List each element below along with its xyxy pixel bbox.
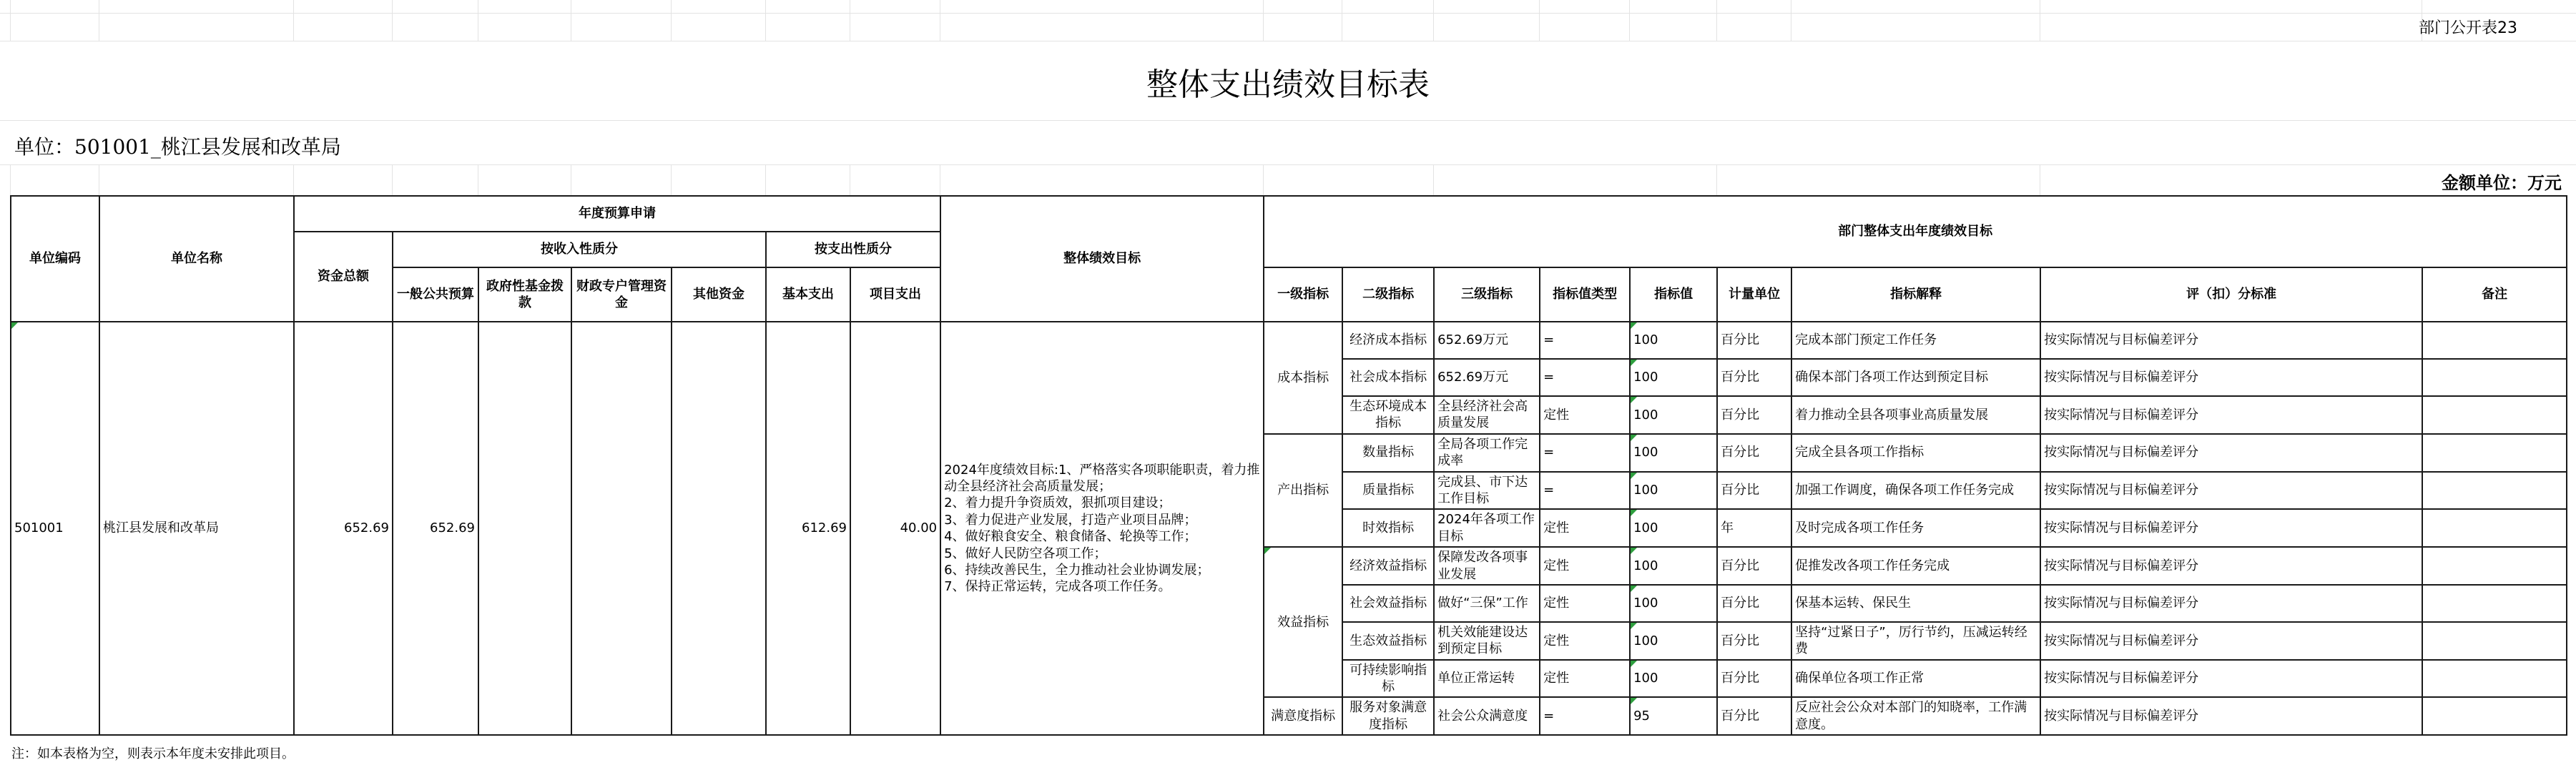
header-measure-unit: 计量单位 bbox=[1717, 267, 1791, 322]
indicator-remark bbox=[2422, 509, 2567, 547]
header-scoring: 评（扣）分标准 bbox=[2040, 267, 2422, 322]
indicator-unit: 百分比 bbox=[1717, 660, 1791, 698]
header-unit-name: 单位名称 bbox=[99, 196, 294, 322]
indicator-value: 100 bbox=[1630, 472, 1717, 510]
header-other-funds: 其他资金 bbox=[672, 267, 766, 322]
header-basic-exp: 基本支出 bbox=[766, 267, 850, 322]
indicator-explanation: 坚持“过紧日子”，厉行节约，压减运转经费 bbox=[1791, 622, 2040, 660]
indicator-explanation: 着力推动全县各项事业高质量发展 bbox=[1791, 396, 2040, 434]
record-code: 501001 bbox=[11, 322, 99, 735]
indicator-scoring: 按实际情况与目标偏差评分 bbox=[2040, 322, 2422, 359]
record-project: 40.00 bbox=[850, 322, 940, 735]
indicator-l2: 经济效益指标 bbox=[1342, 547, 1434, 585]
indicator-l3: 652.69万元 bbox=[1434, 322, 1540, 359]
indicator-remark bbox=[2422, 547, 2567, 585]
indicator-remark bbox=[2422, 359, 2567, 396]
header-by-revenue: 按收入性质分 bbox=[393, 232, 766, 267]
footnote: 注：如本表格为空，则表示本年度未安排此项目。 bbox=[11, 746, 295, 761]
unit-label: 单位：501001_桃江县发展和改革局 bbox=[14, 135, 341, 159]
indicator-value: 100 bbox=[1630, 585, 1717, 622]
indicator-l3: 单位正常运转 bbox=[1434, 660, 1540, 698]
indicator-explanation: 及时完成各项工作任务 bbox=[1791, 509, 2040, 547]
indicator-explanation: 确保单位各项工作正常 bbox=[1791, 660, 2040, 698]
amount-unit-label: 金额单位：万元 bbox=[2442, 172, 2562, 193]
record-other bbox=[672, 322, 766, 735]
indicator-l3: 做好“三保”工作 bbox=[1434, 585, 1540, 622]
indicator-remark bbox=[2422, 434, 2567, 472]
indicator-l3: 2024年各项工作目标 bbox=[1434, 509, 1540, 547]
indicator-unit: 百分比 bbox=[1717, 547, 1791, 585]
header-total-funds: 资金总额 bbox=[294, 232, 393, 322]
indicator-value: 95 bbox=[1630, 697, 1717, 735]
indicator-l3: 全县经济社会高质量发展 bbox=[1434, 396, 1540, 434]
indicator-type: 定性 bbox=[1540, 396, 1630, 434]
header-explanation: 指标解释 bbox=[1791, 267, 2040, 322]
indicator-l2: 时效指标 bbox=[1342, 509, 1434, 547]
indicator-unit: 百分比 bbox=[1717, 622, 1791, 660]
indicator-explanation: 确保本部门各项工作达到预定目标 bbox=[1791, 359, 2040, 396]
header-by-expenditure: 按支出性质分 bbox=[766, 232, 940, 267]
indicator-remark bbox=[2422, 697, 2567, 735]
indicator-scoring: 按实际情况与目标偏差评分 bbox=[2040, 547, 2422, 585]
indicator-value: 100 bbox=[1630, 660, 1717, 698]
indicator-type: 定性 bbox=[1540, 622, 1630, 660]
indicator-type: = bbox=[1540, 472, 1630, 510]
indicator-scoring: 按实际情况与目标偏差评分 bbox=[2040, 509, 2422, 547]
header-level1: 一级指标 bbox=[1264, 267, 1342, 322]
indicator-explanation: 促推发改各项工作任务完成 bbox=[1791, 547, 2040, 585]
indicator-type: = bbox=[1540, 322, 1630, 359]
indicator-l3: 社会公众满意度 bbox=[1434, 697, 1540, 735]
header-dept-indicators: 部门整体支出年度绩效目标 bbox=[1264, 196, 2567, 267]
header-value-type: 指标值类型 bbox=[1540, 267, 1630, 322]
indicator-remark bbox=[2422, 622, 2567, 660]
page-title: 整体支出绩效目标表 bbox=[1146, 66, 1430, 103]
indicator-unit: 百分比 bbox=[1717, 434, 1791, 472]
header-remark: 备注 bbox=[2422, 267, 2567, 322]
indicator-remark bbox=[2422, 396, 2567, 434]
indicator-type: 定性 bbox=[1540, 585, 1630, 622]
indicator-l2: 生态效益指标 bbox=[1342, 622, 1434, 660]
performance-table bbox=[10, 195, 2567, 736]
indicator-l2: 社会成本指标 bbox=[1342, 359, 1434, 396]
level1-benefit: 效益指标 bbox=[1264, 547, 1342, 697]
indicator-value: 100 bbox=[1630, 547, 1717, 585]
record-total: 652.69 bbox=[294, 322, 393, 735]
indicator-explanation: 加强工作调度，确保各项工作任务完成 bbox=[1791, 472, 2040, 510]
header-overall-goal: 整体绩效目标 bbox=[940, 196, 1264, 322]
level1-satisfaction: 满意度指标 bbox=[1264, 697, 1342, 735]
header-fiscal-special: 财政专户管理资金 bbox=[571, 267, 672, 322]
indicator-unit: 年 bbox=[1717, 509, 1791, 547]
indicator-remark bbox=[2422, 472, 2567, 510]
indicator-value: 100 bbox=[1630, 359, 1717, 396]
indicator-value: 100 bbox=[1630, 396, 1717, 434]
indicator-scoring: 按实际情况与目标偏差评分 bbox=[2040, 660, 2422, 698]
indicator-explanation: 保基本运转、保民生 bbox=[1791, 585, 2040, 622]
indicator-remark bbox=[2422, 660, 2567, 698]
indicator-type: = bbox=[1540, 434, 1630, 472]
indicator-type: 定性 bbox=[1540, 660, 1630, 698]
indicator-unit: 百分比 bbox=[1717, 697, 1791, 735]
indicator-value: 100 bbox=[1630, 622, 1717, 660]
record-gov-fund bbox=[478, 322, 571, 735]
header-level2: 二级指标 bbox=[1342, 267, 1434, 322]
indicator-unit: 百分比 bbox=[1717, 585, 1791, 622]
indicator-l3: 完成县、市下达工作目标 bbox=[1434, 472, 1540, 510]
indicator-unit: 百分比 bbox=[1717, 472, 1791, 510]
indicator-l2: 数量指标 bbox=[1342, 434, 1434, 472]
header-project-exp: 项目支出 bbox=[850, 267, 940, 322]
header-general-public: 一般公共预算 bbox=[393, 267, 478, 322]
indicator-value: 100 bbox=[1630, 322, 1717, 359]
indicator-l3: 652.69万元 bbox=[1434, 359, 1540, 396]
form-tag: 部门公开表23 bbox=[2419, 19, 2517, 37]
record-general: 652.69 bbox=[393, 322, 478, 735]
header-level3: 三级指标 bbox=[1434, 267, 1540, 322]
indicator-l2: 生态环境成本指标 bbox=[1342, 396, 1434, 434]
indicator-explanation: 完成本部门预定工作任务 bbox=[1791, 322, 2040, 359]
indicator-value: 100 bbox=[1630, 509, 1717, 547]
indicator-remark bbox=[2422, 585, 2567, 622]
indicator-unit: 百分比 bbox=[1717, 396, 1791, 434]
indicator-l3: 机关效能建设达到预定目标 bbox=[1434, 622, 1540, 660]
indicator-value: 100 bbox=[1630, 434, 1717, 472]
indicator-type: 定性 bbox=[1540, 509, 1630, 547]
indicator-l2: 经济成本指标 bbox=[1342, 322, 1434, 359]
indicator-l2: 社会效益指标 bbox=[1342, 585, 1434, 622]
record-fiscal bbox=[571, 322, 672, 735]
record-goal: 2024年度绩效目标:1、严格落实各项职能职责，着力推动全县经济社会高质量发展； 2、着力提升争资质效，狠抓项目建设； 3、着力促进产业发展，打造产业项目品牌； 4、做好粮食安全、粮食储备、轮换等工作； 5、做好人民防空各项工作； 6、持续改善民生，全力推动社会业协调发展； 7、保持正常运转，完成各项工作任务。 bbox=[940, 322, 1264, 735]
header-gov-fund: 政府性基金拨款 bbox=[478, 267, 571, 322]
indicator-l2: 服务对象满意度指标 bbox=[1342, 697, 1434, 735]
indicator-scoring: 按实际情况与目标偏差评分 bbox=[2040, 359, 2422, 396]
indicator-type: 定性 bbox=[1540, 547, 1630, 585]
indicator-scoring: 按实际情况与目标偏差评分 bbox=[2040, 396, 2422, 434]
record-name: 桃江县发展和改革局 bbox=[99, 322, 294, 735]
indicator-explanation: 完成全县各项工作指标 bbox=[1791, 434, 2040, 472]
indicator-unit: 百分比 bbox=[1717, 322, 1791, 359]
level1-cost: 成本指标 bbox=[1264, 322, 1342, 434]
header-annual-budget: 年度预算申请 bbox=[294, 196, 940, 232]
header-value: 指标值 bbox=[1630, 267, 1717, 322]
indicator-scoring: 按实际情况与目标偏差评分 bbox=[2040, 697, 2422, 735]
indicator-explanation: 反应社会公众对本部门的知晓率，工作满意度。 bbox=[1791, 697, 2040, 735]
indicator-scoring: 按实际情况与目标偏差评分 bbox=[2040, 472, 2422, 510]
indicator-remark bbox=[2422, 322, 2567, 359]
indicator-l3: 全局各项工作完成率 bbox=[1434, 434, 1540, 472]
indicator-scoring: 按实际情况与目标偏差评分 bbox=[2040, 585, 2422, 622]
header-unit-code: 单位编码 bbox=[11, 196, 99, 322]
indicator-type: = bbox=[1540, 359, 1630, 396]
record-basic: 612.69 bbox=[766, 322, 850, 735]
indicator-unit: 百分比 bbox=[1717, 359, 1791, 396]
indicator-type: = bbox=[1540, 697, 1630, 735]
indicator-l2: 质量指标 bbox=[1342, 472, 1434, 510]
indicator-scoring: 按实际情况与目标偏差评分 bbox=[2040, 622, 2422, 660]
level1-output: 产出指标 bbox=[1264, 434, 1342, 547]
indicator-l3: 保障发改各项事业发展 bbox=[1434, 547, 1540, 585]
indicator-scoring: 按实际情况与目标偏差评分 bbox=[2040, 434, 2422, 472]
indicator-l2: 可持续影响指标 bbox=[1342, 660, 1434, 698]
